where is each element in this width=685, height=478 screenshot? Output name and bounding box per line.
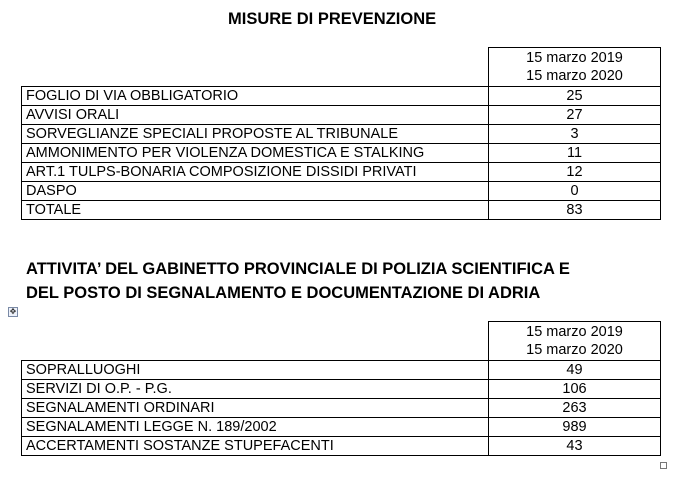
row-value: 263 bbox=[489, 399, 661, 418]
table-move-icon[interactable]: ✥ bbox=[9, 307, 17, 316]
row-value: 83 bbox=[489, 201, 661, 220]
row-value: 0 bbox=[489, 182, 661, 201]
table-row bbox=[22, 418, 661, 437]
section2-title-line1: ATTIVITA’ DEL GABINETTO PROVINCIALE DI POLIZIA SCIENTIFICA E bbox=[26, 260, 570, 278]
row-label: SEGNALAMENTI LEGGE N. 189/2002 bbox=[22, 418, 489, 437]
row-label: SORVEGLIANZE SPECIALI PROPOSTE AL TRIBUNALE bbox=[22, 125, 489, 144]
date-to: 15 marzo 2020 bbox=[526, 68, 623, 84]
row-value: 25 bbox=[489, 87, 661, 106]
section2-title-line2: DEL POSTO DI SEGNALAMENTO E DOCUMENTAZIONE DI ADRIA bbox=[26, 284, 541, 302]
row-value: 3 bbox=[489, 125, 661, 144]
section1-title: MISURE DI PREVENZIONE bbox=[228, 10, 437, 28]
table-row bbox=[22, 144, 661, 163]
table-row bbox=[22, 87, 661, 106]
row-value: 49 bbox=[489, 361, 661, 380]
date-from: 15 marzo 2019 bbox=[526, 50, 623, 66]
header-blank-cell bbox=[22, 322, 489, 361]
row-label: TOTALE bbox=[22, 201, 489, 220]
table-row bbox=[22, 182, 661, 201]
row-value: 27 bbox=[489, 106, 661, 125]
row-label: SERVIZI DI O.P. - P.G. bbox=[22, 380, 489, 399]
total-row bbox=[22, 201, 661, 220]
header-blank-cell bbox=[22, 48, 489, 87]
date-range-header bbox=[489, 48, 661, 87]
table-row bbox=[22, 106, 661, 125]
table-resize-icon[interactable] bbox=[660, 462, 667, 469]
table-header-row bbox=[22, 322, 661, 361]
table-row bbox=[22, 125, 661, 144]
row-label: AMMONIMENTO PER VIOLENZA DOMESTICA E STALKING bbox=[22, 144, 489, 163]
row-label: SEGNALAMENTI ORDINARI bbox=[22, 399, 489, 418]
row-label: FOGLIO DI VIA OBBLIGATORIO bbox=[22, 87, 489, 106]
table-header-row bbox=[22, 48, 661, 87]
row-value: 12 bbox=[489, 163, 661, 182]
prevention-measures-table bbox=[21, 47, 661, 220]
row-label: AVVISI ORALI bbox=[22, 106, 489, 125]
table-row bbox=[22, 361, 661, 380]
date-to: 15 marzo 2020 bbox=[526, 342, 623, 358]
table-row bbox=[22, 399, 661, 418]
table-row bbox=[22, 437, 661, 456]
table-row bbox=[22, 380, 661, 399]
date-from: 15 marzo 2019 bbox=[526, 324, 623, 340]
row-label: ACCERTAMENTI SOSTANZE STUPEFACENTI bbox=[22, 437, 489, 456]
row-value: 43 bbox=[489, 437, 661, 456]
row-value: 11 bbox=[489, 144, 661, 163]
table-row bbox=[22, 163, 661, 182]
date-range-header bbox=[489, 322, 661, 361]
row-value: 989 bbox=[489, 418, 661, 437]
row-value: 106 bbox=[489, 380, 661, 399]
row-label: DASPO bbox=[22, 182, 489, 201]
row-label: SOPRALLUOGHI bbox=[22, 361, 489, 380]
row-label: ART.1 TULPS-BONARIA COMPOSIZIONE DISSIDI PRIVATI bbox=[22, 163, 489, 182]
forensics-activity-table bbox=[21, 321, 661, 456]
